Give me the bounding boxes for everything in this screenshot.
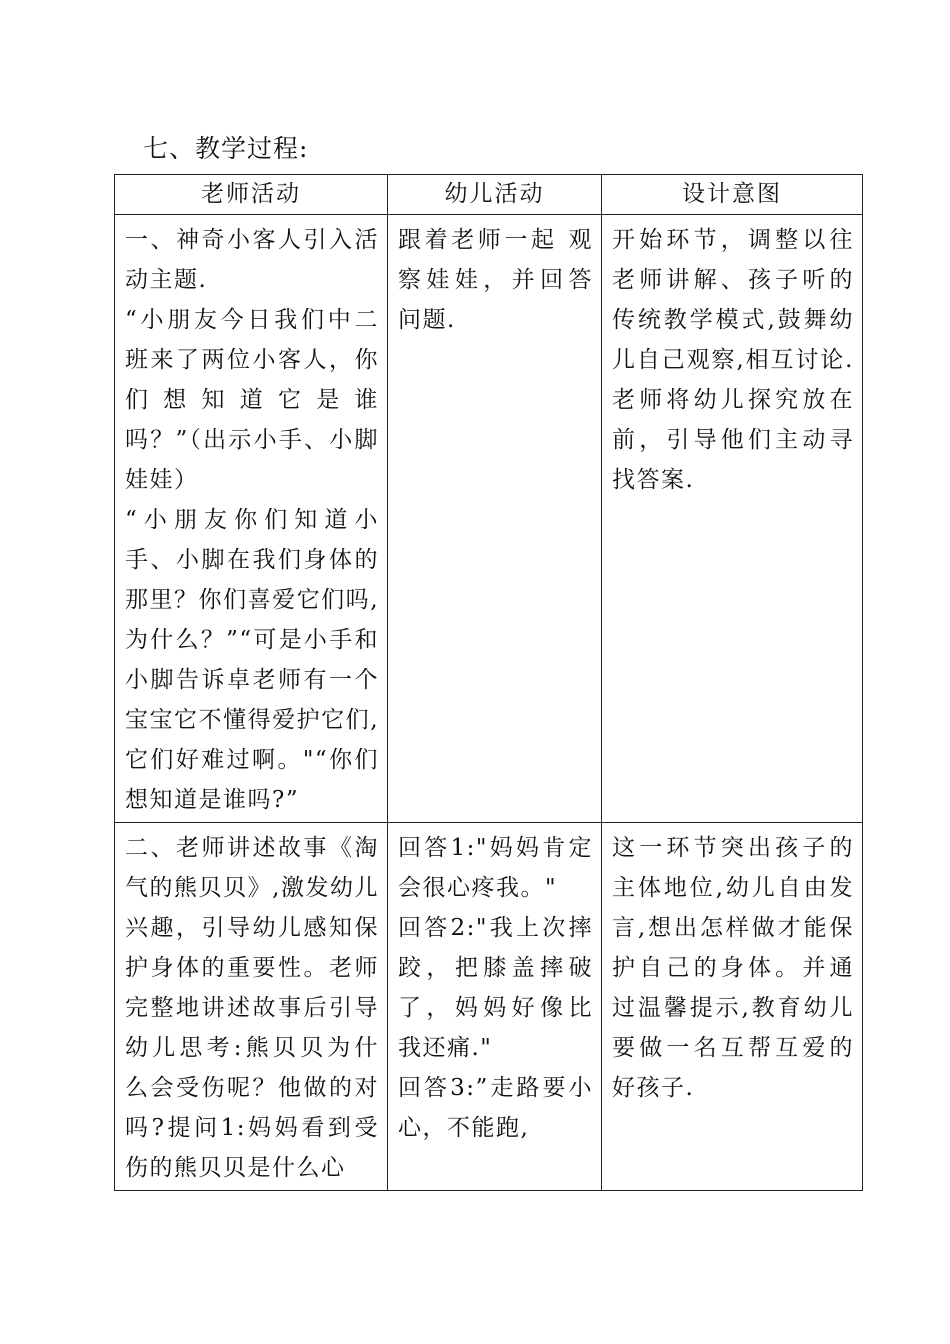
table-header-row bbox=[115, 175, 863, 215]
child-activity-cell bbox=[388, 215, 602, 823]
teaching-process-table bbox=[114, 174, 863, 1191]
design-intent-cell bbox=[602, 215, 863, 823]
child-paragraph: 回答1:"妈妈肯定会很心疼我。" bbox=[398, 835, 593, 901]
header-design-intent: 设计意图 bbox=[602, 175, 863, 215]
teacher-paragraph: “小朋友你们知道小手、小脚在我们身体的那里？你们喜爱它们吗,为什么？”“可是小手和小脚告诉卓老师有一个宝宝它不懂得爱护它们,它们好难过啊。"“你们想知道是谁吗?” bbox=[125, 507, 379, 813]
teacher-paragraph: 二、老师讲述故事《淘气的熊贝贝》,激发幼儿兴趣，引导幼儿感知保护身体的重要性。老师完整地讲述故事后引导幼儿思考:熊贝贝为什么会受伤呢？他做的对吗?提问1:妈妈看到受伤的熊贝贝是什么心 bbox=[125, 835, 379, 1181]
design-intent-cell bbox=[602, 823, 863, 1191]
section-title: 七、教学过程: bbox=[143, 134, 309, 163]
child-paragraph: 回答2:"我上次摔跤，把膝盖摔破了，妈妈好像比我还痛." bbox=[398, 915, 593, 1061]
table-row bbox=[115, 215, 863, 823]
teacher-activity-cell bbox=[115, 823, 388, 1191]
header-child-activity: 幼儿活动 bbox=[388, 175, 602, 215]
child-paragraph: 回答3:”走路要小心，不能跑, bbox=[398, 1075, 593, 1141]
child-paragraph: 跟着老师一起 观察娃娃，并回答问题. bbox=[398, 227, 593, 333]
table-row bbox=[115, 823, 863, 1191]
header-teacher-activity: 老师活动 bbox=[115, 175, 388, 215]
intent-paragraph: 开始环节，调整以往老师讲解、孩子听的传统教学模式,鼓舞幼儿自己观察,相互讨论.老师将幼儿探究放在前，引导他们主动寻找答案. bbox=[612, 227, 854, 493]
teacher-paragraph: 一、神奇小客人引入活动主题. bbox=[125, 227, 379, 293]
intent-paragraph: 这一环节突出孩子的主体地位,幼儿自由发言,想出怎样做才能保护自己的身体。并通过温馨提示,教育幼儿要做一名互帮互爱的好孩子. bbox=[612, 835, 854, 1101]
teacher-activity-cell bbox=[115, 215, 388, 823]
child-activity-cell bbox=[388, 823, 602, 1191]
teacher-paragraph: “小朋友今日我们中二班来了两位小客人，你们想知道它是谁吗？”（出示小手、小脚娃娃） bbox=[125, 307, 379, 493]
